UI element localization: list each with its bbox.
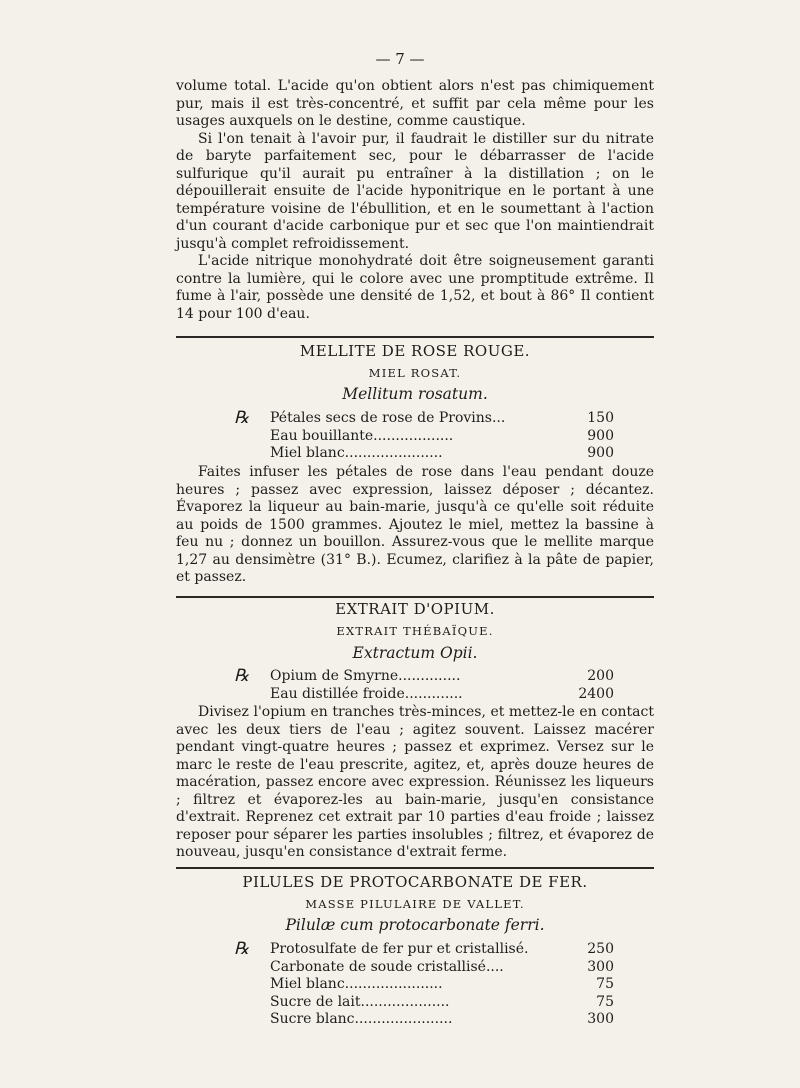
ingredient-name: Miel blanc...................... [270, 445, 443, 461]
ingredient-row [176, 428, 654, 446]
recipe-symbol-icon: ℞ [234, 408, 250, 428]
ingredient-qty: 250 [587, 941, 614, 957]
ingredient-row [176, 994, 654, 1012]
section-divider [176, 596, 654, 598]
ingredient-name: Eau bouillante.................. [270, 427, 454, 444]
ingredient-name: Sucre de lait.................... [270, 993, 450, 1010]
page-number: — 7 — [375, 50, 425, 68]
section-divider [176, 867, 654, 869]
ingredient-row [176, 668, 654, 686]
ingredient-row [176, 976, 654, 994]
ingredient-qty: 2400 [578, 685, 614, 702]
ingredient-list [176, 941, 654, 1029]
recipe-latin-name: Extractum Opii. [352, 644, 478, 662]
ingredient-row [176, 941, 654, 959]
recipe-title: MELLITE DE ROSE ROUGE. [299, 342, 531, 360]
ingredient-name: Protosulfate de fer pur et cristallisé. [270, 941, 529, 957]
recipe-symbol-icon: ℞ [234, 666, 250, 686]
ingredient-qty: 900 [587, 427, 614, 444]
recipe-title: PILULES DE PROTOCARBONATE DE FER. [242, 873, 588, 891]
recipe-subtitle: MIEL ROSAT. [368, 366, 462, 380]
recipe-instructions: Divisez l'opium en tranches très-minces, et mettez-le en contact avec les deux tiers de l'eau ; agitez souvent. Laissez macérer pendant vingt-quatre heures ; passez et exprimez. Versez sur le marc le reste de l'eau prescrite, agitez, et, après douze heures de macération, passez encore avec expression. Réunissez les liqueurs ; filtrez et évaporez-les au bain-marie, jusqu'en consistance d'extrait. Reprenez cet extrait par 10 parties d'eau froide ; laissez reposer pour séparer les parties insolubles ; filtrez, et évaporez de nouveau, jusqu'en consistance d'extrait ferme. [176, 704, 654, 860]
recipe-latin-name: Pilulæ cum protocarbonate ferri. [285, 916, 545, 934]
ingredient-row [176, 686, 654, 704]
ingredient-row [176, 1011, 654, 1029]
recipe-subtitle: MASSE PILULAIRE DE VALLET. [305, 897, 525, 911]
ingredient-name: Pétales secs de rose de Provins... [270, 410, 506, 426]
intro-paragraph-3: L'acide nitrique monohydraté doit être soigneusement garanti contre la lumière, qui le colore avec une promptitude extrême. Il fume à l'air, possède une densité de 1,52, et bout à 86° Il contient 14 pour 100 d'eau. [176, 253, 654, 322]
intro-paragraph-2: Si l'on tenait à l'avoir pur, il faudrait le distiller sur du nitrate de baryte parfaitement sec, pour le débarrasser de l'acide sulfurique qu'il aurait pu entraîner à la distillation ; on le dépouillerait ensuite de l'acide hyponitrique en le portant à une température voisine de l'ébullition, et en le soumettant à l'action d'un courant d'acide carbonique pur et sec que l'on maintiendrait jusqu'à complet refroidissement. [176, 130, 654, 252]
ingredient-row [176, 959, 654, 977]
ingredient-row [176, 445, 654, 463]
intro-text [176, 78, 654, 323]
ingredient-qty: 300 [587, 958, 614, 975]
ingredient-list [176, 668, 654, 703]
recipe-latin-name: Mellitum rosatum. [342, 385, 488, 403]
ingredient-qty: 200 [587, 668, 614, 684]
recipe-subtitle: EXTRAIT THÉBAÏQUE. [336, 624, 494, 638]
ingredient-name: Miel blanc...................... [270, 976, 443, 992]
ingredient-qty: 150 [587, 410, 614, 426]
ingredient-qty: 900 [587, 445, 614, 461]
intro-paragraph-1: volume total. L'acide qu'on obtient alors n'est pas chimiquement pur, mais il est très-concentré, et suffit par cela même pour les usages auxquels on le destine, comme caustique. [176, 78, 654, 129]
ingredient-name: Carbonate de soude cristallisé.... [270, 958, 504, 975]
ingredient-qty: 300 [587, 1011, 614, 1027]
recipe-symbol-icon: ℞ [234, 939, 250, 959]
ingredient-name: Sucre blanc...................... [270, 1011, 453, 1027]
recipe-title: EXTRAIT D'OPIUM. [335, 600, 495, 618]
ingredient-qty: 75 [596, 993, 614, 1010]
section-divider [176, 336, 654, 338]
ingredient-list [176, 410, 654, 463]
recipe-instructions: Faites infuser les pétales de rose dans l'eau pendant douze heures ; passez avec expression, laissez déposer ; décantez. Évaporez la liqueur au bain-marie, jusqu'à ce qu'elle soit réduite au poids de 1500 grammes. Ajoutez le miel, mettez la bassine à feu nu ; donnez un bouillon. Assurez-vous que le mellite marque 1,27 au densimètre (31° B.). Ecumez, clarifiez à la pâte de papier, et passez. [176, 464, 654, 585]
ingredient-name: Opium de Smyrne.............. [270, 668, 461, 684]
ingredient-qty: 75 [596, 976, 614, 992]
ingredient-name: Eau distillée froide............. [270, 685, 463, 702]
ingredient-row [176, 410, 654, 428]
